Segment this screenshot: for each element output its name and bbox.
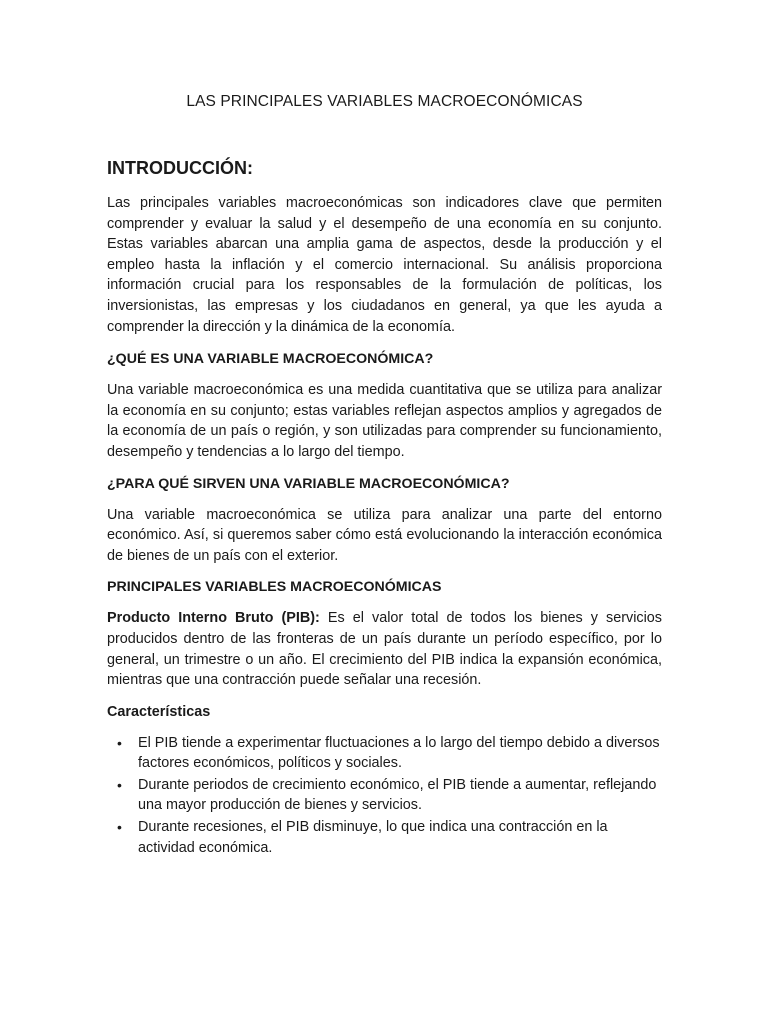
bullet-icon: • <box>117 776 122 793</box>
bullet-icon: • <box>117 734 122 751</box>
introduction-heading: INTRODUCCIÓN: <box>107 158 253 178</box>
pib-paragraph <box>107 608 662 690</box>
document-body <box>107 193 662 859</box>
list-item <box>107 775 662 816</box>
purpose-paragraph: Una variable macroeconómica se utiliza para analizar una parte del entorno económico. Así, si queremos saber cómo está evolucionando la interacción económica de bienes de un país con el exterior. <box>107 506 662 564</box>
introduction-paragraph: Las principales variables macroeconómicas son indicadores clave que permiten comprender y evaluar la salud y el desempeño de una economía en su conjunto. Estas variables abarcan una amplia gama de aspectos, desde la producción y el empleo hasta la inflación y el comercio internacional. Su análisis proporciona información crucial para los responsables de la formulación de políticas, los inversionistas, las empresas y los ciudadanos en general, ya que les ayuda a comprender la dirección y la dinámica de la economía. <box>107 195 662 335</box>
pib-lead-term: Producto Interno Bruto (PIB): <box>107 610 320 627</box>
main-variables-heading: PRINCIPALES VARIABLES MACROECONÓMICAS <box>107 579 442 596</box>
list-item <box>107 733 662 774</box>
list-item <box>107 817 662 858</box>
list-item-text: Durante periodos de crecimiento económico, el PIB tiende a aumentar, reflejando una mayor producción de bienes y servicios. <box>138 776 657 814</box>
document-title: LAS PRINCIPALES VARIABLES MACROECONÓMICAS <box>186 93 583 110</box>
characteristics-heading: Características <box>107 703 211 720</box>
pib-definition: Es el valor total de todos los bienes y servicios producidos dentro de las fronteras de un país durante un período específico, por lo general, un trimestre o un año. El crecimiento del PIB indica la expansión económica, mientras que una contracción puede señalar una recesión. <box>107 610 662 689</box>
what-is-paragraph: Una variable macroeconómica es una medida cuantitativa que se utiliza para analizar la economía en su conjunto; estas variables reflejan aspectos amplios y agregados de la economía de un país o región, y son utilizadas para comprender su funcionamiento, desempeño y tendencias a lo largo del tiempo. <box>107 382 662 460</box>
bullet-icon: • <box>117 819 122 836</box>
list-item-text: El PIB tiende a experimentar fluctuaciones a lo largo del tiempo debido a diversos factores económicos, políticos y sociales. <box>138 734 660 772</box>
what-is-heading: ¿QUÉ ES UNA VARIABLE MACROECONÓMICA? <box>107 351 434 368</box>
purpose-heading: ¿PARA QUÉ SIRVEN UNA VARIABLE MACROECONÓMICA? <box>107 475 510 492</box>
characteristics-list <box>107 733 662 859</box>
list-item-text: Durante recesiones, el PIB disminuye, lo que indica una contracción en la actividad económica. <box>138 819 608 856</box>
